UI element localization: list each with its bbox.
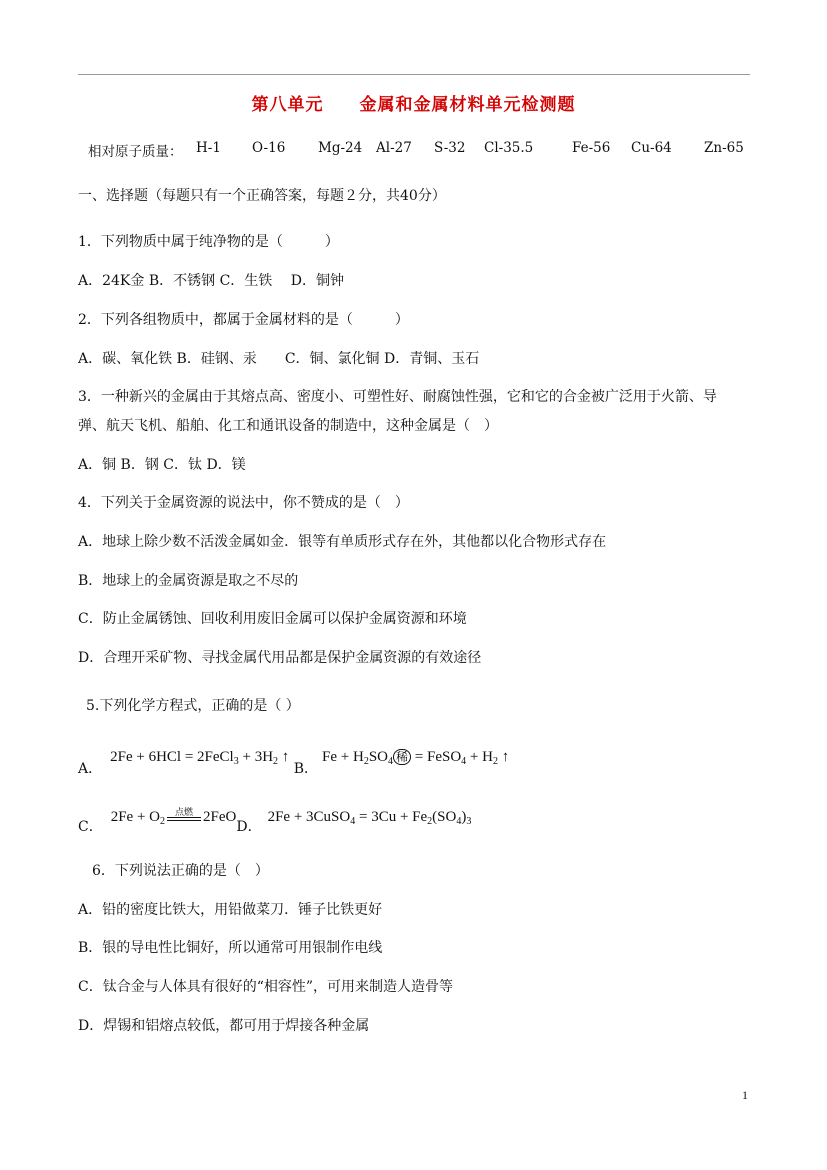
atomic-mass-o: O-16 (252, 140, 286, 156)
q5-equation-b: $Fe + H_2SO_4$ 稀 = FeSO$_4$ + $H_2$ ↑ (322, 749, 510, 767)
atomic-mass-h: H-1 (196, 140, 221, 156)
atomic-mass-al: Al-27 (376, 140, 412, 156)
q4-stem: 4．下列关于金属资源的说法中，你不赞成的是（ ） (78, 495, 409, 511)
q5-label-c: C． (78, 819, 103, 835)
q3-stem-line1: 3．一种新兴的金属由于其熔点高、密度小、可塑性好、耐腐蚀性强，它和它的合金被广泛用于火箭、导 (78, 389, 717, 405)
atomic-mass-fe: Fe-56 (572, 140, 611, 156)
q5-equation-d: 2Fe + 3CuSO$_4$ = $3Cu + Fe_2(SO_4)_3$ (267, 809, 472, 827)
q5-row-cd (78, 806, 472, 835)
atomic-mass-cl: Cl-35.5 (484, 140, 534, 156)
q6-option-d: D．焊锡和铝熔点较低，都可用于焊接各种金属 (78, 1018, 370, 1034)
q6-stem: 6．下列说法正确的是（ ） (92, 863, 269, 879)
atomic-mass-label: 相对原子质量： (88, 144, 183, 160)
reaction-condition: 点燃 (167, 809, 201, 827)
atomic-mass-cu: Cu-64 (631, 140, 672, 156)
page-title: 第八单元 金属和金属材料单元检测题 (251, 95, 576, 115)
atomic-mass-mg: Mg-24 (318, 140, 363, 156)
q4-option-a: A．地球上除少数不活泼金属如金．银等有单质形式存在外，其他都以化合物形式存在 (78, 534, 607, 550)
q5-label-d: D． (236, 819, 262, 835)
q5-equation-a: 2Fe + 6HCl = 2FeCl$_3$ + $3H_2$ ↑ (110, 749, 290, 767)
section-heading: 一、选择题（每题只有一个正确答案，每题２分，共40分） (78, 188, 446, 204)
q6-option-a: A．铅的密度比铁大，用铅做菜刀．锤子比铁更好 (78, 902, 383, 918)
q5-equation-c: $2Fe + O_2$ 点燃 2FeO (110, 806, 237, 827)
q3-stem-line2: 弹、航天飞机、船舶、化工和通讯设备的制造中，这种金属是（ ） (78, 418, 498, 434)
q3-options: A．铜 B．钢 C．钛 D．镁 (78, 457, 246, 473)
q4-option-c: C．防止金属锈蚀、回收利用废旧金属可以保护金属资源和环境 (78, 611, 467, 627)
q1-stem: 1．下列物质中属于纯净物的是（ ） (78, 234, 339, 250)
header-rule (78, 74, 750, 75)
q5-label-a: A． (78, 761, 103, 777)
atomic-mass-zn: Zn-65 (704, 140, 744, 156)
q5-label-b: B． (293, 761, 319, 777)
atomic-mass-s: S-32 (434, 140, 466, 156)
page-number: 1 (742, 1088, 748, 1102)
q2-options: A．碳、氧化铁 B．硅钢、汞 C．铜、氯化铜 D．青铜、玉石 (78, 351, 480, 367)
q6-option-c: C．钛合金与人体具有很好的“相容性”，可用来制造人造骨等 (78, 979, 454, 995)
q5-row-ab (78, 748, 510, 777)
q6-option-b: B．银的导电性比铜好，所以通常可用银制作电线 (78, 940, 383, 956)
q4-option-b: B．地球上的金属资源是取之不尽的 (78, 573, 299, 589)
q2-stem: 2．下列各组物质中，都属于金属材料的是（ ） (78, 312, 409, 328)
q1-options: A．24K金 B．不锈钢 C．生铁 D．铜钟 (78, 273, 344, 289)
q5-stem: 5.下列化学方程式，正确的是（ ） (86, 698, 300, 714)
q4-option-d: D．合理开采矿物、寻找金属代用品都是保护金属资源的有效途径 (78, 650, 482, 666)
